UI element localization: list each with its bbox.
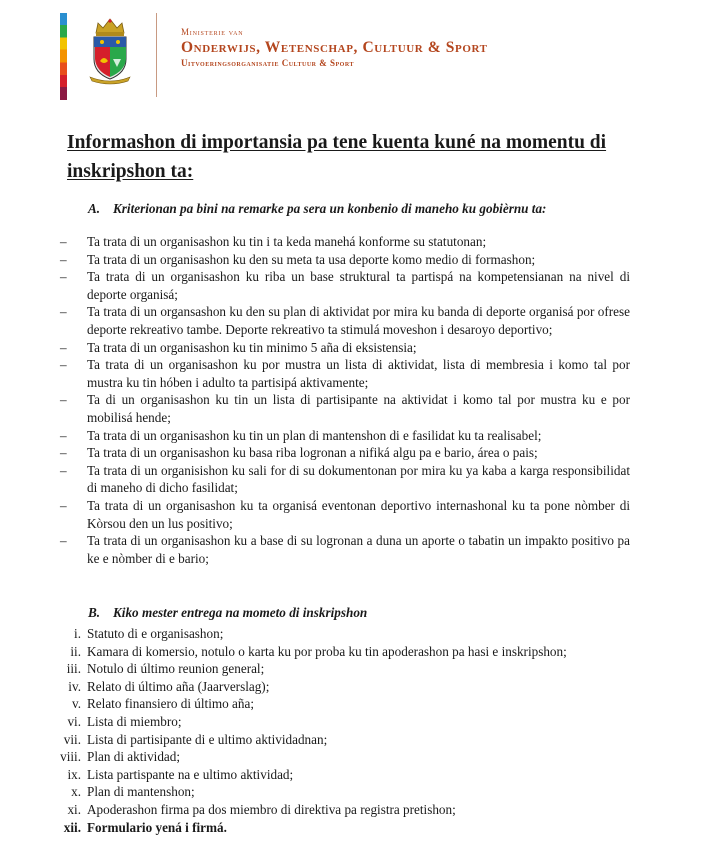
document-text: Notulo di último reunion general; — [87, 661, 265, 677]
document-text: Lista di miembro; — [87, 713, 182, 729]
section-a-heading — [88, 201, 546, 217]
ministry-unit: Uitvoeringsorganisatie Cultuur & Sport — [181, 57, 354, 68]
dash-bullet-icon: – — [60, 462, 67, 478]
list-item — [60, 532, 630, 567]
criteria-text: Ta trata di un organisashon ku basa riba logronan a nifiká algu pa e bario, área o pais; — [87, 445, 538, 461]
list-item — [60, 339, 630, 357]
ministry-line-1: Ministerie van — [181, 27, 244, 37]
coat-of-arms-icon — [88, 15, 132, 85]
dash-bullet-icon: – — [60, 392, 67, 408]
list-item — [63, 731, 630, 749]
ministry-header — [181, 28, 488, 68]
section-b-heading — [88, 605, 367, 621]
item-number: xi. — [67, 801, 81, 817]
criteria-text: Ta di un organisashon ku tin un lista di partisipante na aktividat i komo tal por mustra ku e por mobilisá hende; — [87, 392, 630, 425]
section-b-title: Kiko mester entrega na mometo di inskripshon — [113, 605, 368, 620]
criteria-text: Ta trata di un organisashon ku tin minimo 5 aña di eksistensia; — [87, 339, 417, 355]
item-number: i. — [74, 626, 81, 641]
criteria-text: Ta trata di un organisashon ku ta organisá eventonan deportivo internashonal ku ta pone nòmber di Kòrsou den un lus positivo; — [87, 497, 630, 531]
document-text: Formulario yená i firmá. — [87, 819, 227, 835]
list-item — [70, 643, 630, 661]
list-item — [60, 303, 630, 338]
ministry-name: Onderwijs, Wetenschap, Cultuur & Sport — [181, 39, 488, 56]
list-item — [60, 497, 630, 532]
section-b-letter: B. — [88, 605, 101, 620]
list-item — [71, 783, 630, 801]
list-item — [60, 233, 630, 251]
list-item — [60, 462, 630, 497]
section-a-title: Kriterionan pa bini na remarke pa sera un konbenio di maneho ku gobièrnu ta: — [113, 201, 547, 216]
list-item — [60, 251, 630, 269]
criteria-text: Ta trata di un organisashon ku tin i ta keda manehá konforme su statutonan; — [87, 234, 487, 249]
criteria-text: Ta trata di un organisashon ku a base di su logronan a duna un aporte o tabatin un impakto positivo pa ke e nòmber di e bario; — [87, 533, 630, 566]
dash-bullet-icon: – — [60, 269, 67, 285]
document-text: Lista partispante na e ultimo aktividad; — [87, 766, 294, 782]
document-title: Informashon di importansia pa tene kuenta kuné na momentu di inskripshon ta: — [67, 132, 607, 182]
dash-bullet-icon: – — [60, 304, 67, 320]
document-text: Relato di último aña (Jaarverslag); — [87, 678, 270, 694]
list-item — [60, 356, 630, 391]
list-item — [60, 748, 630, 766]
document-text: Plan di aktividad; — [87, 749, 181, 765]
brand-color-bar — [60, 13, 67, 100]
item-number: ix. — [67, 766, 81, 782]
dash-bullet-icon: – — [60, 533, 67, 549]
list-item — [68, 678, 630, 696]
criteria-text: Ta trata di un organsashon ku den su plan di aktividat por mira ku banda di deporte organisá por ofrese deporte rekreativo tambe. Deporte rekreativo ta stimulá moveshon i desaroyo deportivo; — [87, 304, 630, 337]
list-item — [74, 625, 630, 643]
section-a-letter: A. — [88, 201, 101, 216]
required-documents-list — [60, 625, 630, 836]
list-item — [60, 268, 630, 303]
criteria-text: Ta trata di un organisashon ku tin un plan di mantenshon di e fasilidat ku ta realisabel; — [87, 427, 542, 443]
item-number: iv. — [68, 678, 81, 694]
header-divider — [156, 13, 157, 97]
list-item — [67, 766, 630, 784]
item-number: vi. — [67, 713, 81, 729]
criteria-text: Ta trata di un organisashon ku riba un base struktural ta partispá na kompetensianan na nivel di deporte organisá; — [87, 269, 630, 302]
dash-bullet-icon: – — [60, 339, 67, 355]
dash-bullet-icon: – — [60, 427, 67, 443]
document-text: Statuto di e organisashon; — [87, 626, 224, 641]
dash-bullet-icon: – — [60, 445, 67, 461]
dash-bullet-icon: – — [60, 357, 67, 373]
list-item — [67, 801, 630, 819]
item-number: x. — [71, 784, 81, 800]
list-item — [60, 444, 630, 462]
dash-bullet-icon: – — [60, 251, 67, 267]
document-text: Kamara di komersio, notulo o karta ku por proba ku tin apoderashon pa hasi e inskripshon; — [87, 643, 567, 659]
item-number: iii. — [66, 661, 81, 677]
list-item — [71, 695, 630, 713]
item-number: viii. — [60, 749, 81, 765]
list-item — [60, 427, 630, 445]
dash-bullet-icon: – — [60, 234, 67, 249]
list-item — [60, 391, 630, 426]
criteria-text: Ta trata di un organisishon ku sali for di su dokumentonan por mira ku ya kaba a karga responsibilidat di maneho di dicho fasilidat; — [87, 462, 630, 496]
criteria-text: Ta trata di un organisashon ku den su meta ta usa deporte komo medio di formashon; — [87, 251, 536, 267]
document-text: Apoderashon firma pa dos miembro di direktiva pa registra pretishon; — [87, 801, 456, 817]
item-number: v. — [71, 696, 81, 712]
list-item — [63, 819, 630, 837]
document-text: Relato finansiero di último aña; — [87, 696, 255, 712]
criteria-text: Ta trata di un organisashon ku por mustra un lista di aktividat, lista di membresia i komo tal por mustra ku tin hóben i adulto ta partisipá aktivamente; — [87, 357, 630, 390]
item-number: vii. — [63, 731, 81, 747]
list-item — [67, 713, 630, 731]
item-number: ii. — [70, 643, 81, 659]
list-item — [66, 660, 630, 678]
document-text: Plan di mantenshon; — [87, 784, 195, 800]
item-number: xii. — [63, 819, 81, 835]
document-text: Lista di partisipante di e ultimo aktividadnan; — [87, 731, 328, 747]
criteria-list — [60, 233, 630, 567]
dash-bullet-icon: – — [60, 497, 67, 513]
